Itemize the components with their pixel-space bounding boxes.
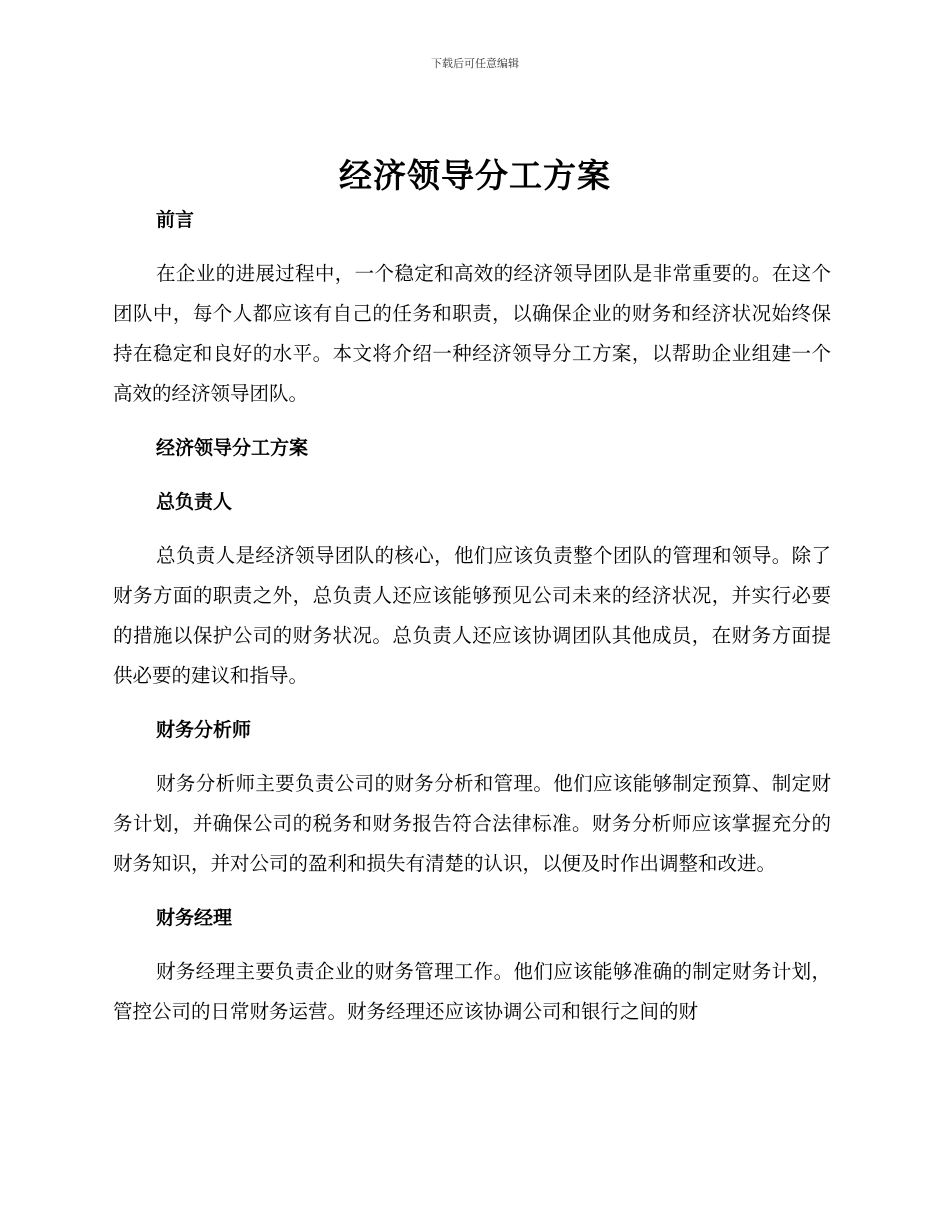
paragraph-preface: 在企业的进展过程中，一个稳定和高效的经济领导团队是非常重要的。在这个团队中，每个人都应该有自己的任务和职责，以确保企业的财务和经济状况始终保持在稳定和良好的水平。本文将介绍一种经济领导分工方案，以帮助企业组建一个高效的经济领导团队。 [113,262,831,405]
paragraph-manager: 财务经理主要负责企业的财务管理工作。他们应该能够准确的制定财务计划，管控公司的日常财务运营。财务经理还应该协调公司和银行之间的财 [113,960,831,1023]
paragraph-leader: 总负责人是经济领导团队的核心，他们应该负责整个团队的管理和领导。除了财务方面的职责之外，总负责人还应该能够预见公司未来的经济状况，并实行必要的措施以保护公司的财务状况。总负责人还应该协调团队其他成员，在财务方面提供必要的建议和指导。 [113,544,831,687]
page-header-note: 下载后可任意编辑 [431,57,519,70]
document-body [113,200,831,1046]
paragraph-analyst: 财务分析师主要负责公司的财务分析和管理。他们应该能够制定预算、制定财务计划，并确保公司的税务和财务报告符合法律标准。财务分析师应该掌握充分的财务知识，并对公司的盈利和损失有清楚的认识，以便及时作出调整和改进。 [113,772,831,875]
section-heading-plan: 经济领导分工方案 [156,437,309,459]
section-heading-analyst: 财务分析师 [156,719,252,741]
document-title: 经济领导分工方案 [339,156,611,195]
section-heading-manager: 财务经理 [156,907,233,929]
section-heading-preface: 前言 [156,209,195,231]
section-heading-leader: 总负责人 [156,491,233,513]
